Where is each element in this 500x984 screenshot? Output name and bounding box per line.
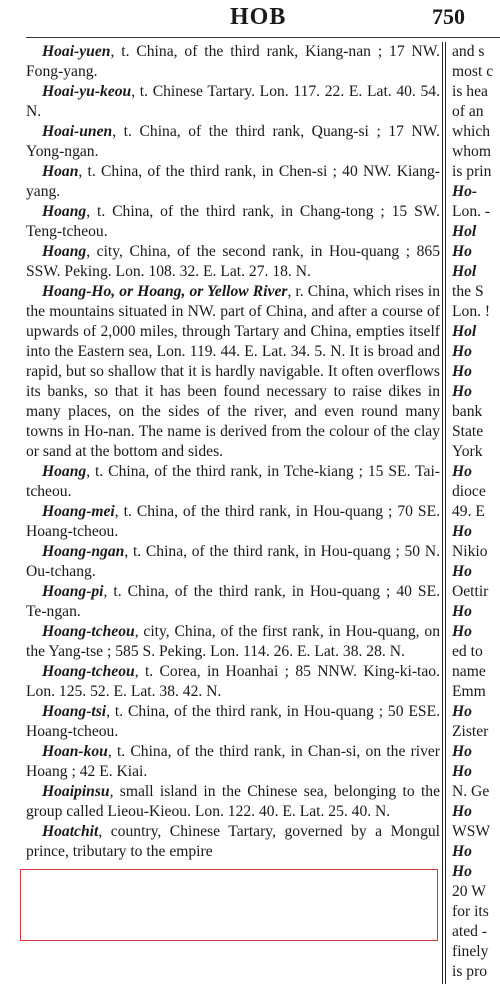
right-column-line: Ho [452,523,472,540]
right-column-line: Ho [452,603,472,620]
right-column-line: Ho [452,363,472,380]
right-column-line: Ho [452,863,472,880]
right-column-line: and s [452,43,485,60]
right-column-line: ated - [452,923,488,940]
right-column-line: N. Ge [452,783,490,800]
entry-term: Hoai-yu-keou [42,83,132,100]
entry-term: Hoaipinsu [42,783,110,800]
entry-text: , t. China, of the third rank, in Hou-quang ; 40 SE. Te-ngan. [26,583,440,620]
right-column-line: bank [452,403,483,420]
right-column-line: Ho [452,563,472,580]
entry-text: , t. China, of the third rank, in Hou-quang ; 50 ESE. Hoang-tcheou. [26,703,440,740]
right-column-line: Ho [452,623,472,640]
right-column-line: of an [452,103,484,120]
entry-term: Hoang [42,243,87,260]
right-column-line: Ho [452,703,472,720]
right-column-line: is hea [452,83,488,100]
gazetteer-entry [26,462,440,502]
right-column-line: is pro [452,963,488,980]
entry-term: Hoatchit [42,823,99,840]
entry-term: Hoai-unen [42,123,113,140]
gazetteer-entry [26,162,440,202]
entry-term: Hoang-Ho, or Hoang, or Yellow River [42,283,288,300]
right-column-line: Hol [452,263,477,280]
right-column-line: is prin [452,163,492,180]
column-divider [445,42,446,984]
gazetteer-entry [26,42,440,82]
gazetteer-entry [26,122,440,162]
right-column-line: Ho [452,743,472,760]
page-header [0,0,500,36]
entry-text: , t. China, of the third rank, in Tche-kiang ; 15 SE. Tai-tcheou. [26,463,440,500]
entry-text: , t. China, of the third rank, in Hou-quang ; 70 SE. Hoang-tcheou. [26,503,440,540]
right-column-line: Oettir [452,583,489,600]
right-column-line: 20 W [452,883,486,900]
right-column-line: Hol [452,323,477,340]
entry-term: Hoan-kou [42,743,108,760]
entry-term: Hoai-yuen [42,43,111,60]
right-column-line: WSW [452,823,491,840]
gazetteer-entry [26,202,440,242]
entry-text: , country, Chinese Tartary, governed by a Mongul prince, tributary to the empire [26,823,440,860]
entry-term: Hoang-mei [42,503,115,520]
right-column-line: dioce [452,483,486,500]
right-column-line: name [452,663,486,680]
entry-term: Hoang [42,463,87,480]
right-column-line: Ho [452,763,472,780]
entry-term: Hoang-tsi [42,703,107,720]
gazetteer-entry [26,282,440,462]
entry-text: , t. China, of the third rank, in Chan-si, on the river Hoang ; 42 E. Kiai. [26,743,440,780]
right-column-line: Ho [452,383,472,400]
entry-text: , t. China, of the third rank, Kiang-nan ; 17 NW. Fong-yang. [26,43,440,80]
gazetteer-entry [26,742,440,782]
entry-text: , t. China, of the third rank, in Chen-si ; 40 NW. Kiang-yang. [26,163,440,200]
gazetteer-entry [26,662,440,702]
entry-text: , t. Corea, in Hoanhai ; 85 NNW. King-ki-tao. Lon. 125. 52. E. Lat. 38. 42. N. [26,663,440,700]
gazetteer-entry [26,242,440,282]
entry-text: , t. China, of the third rank, in Hou-quang ; 50 N. Ou-tchang. [26,543,440,580]
gazetteer-entry [26,822,440,862]
right-column-line: Ho [452,243,472,260]
right-column-line: Ho- [452,183,478,200]
right-column-line: Hol [452,223,477,240]
entry-text: , city, China, of the first rank, in Hou-quang, on the Yang-tse ; 585 S. Peking. Lon. 114. 26. E. Lat. 38. 28. N. [26,623,440,660]
right-column-line: Zister [452,723,489,740]
gazetteer-entry [26,82,440,122]
page-number: 750 [432,4,465,29]
entry-term: Hoang-tcheou [42,623,135,640]
right-column-line: most c [452,63,494,80]
right-column [452,42,500,982]
gazetteer-entry [26,702,440,742]
left-column [26,42,440,862]
right-column-line: Lon. ! [452,303,491,320]
right-column-line: Ho [452,843,472,860]
right-column-line: whom [452,143,491,160]
right-column-line: Lon. - [452,203,491,220]
right-column-line: York [452,443,483,460]
running-head: HOB [230,4,287,30]
gazetteer-entry-highlighted [26,782,440,822]
entry-term: Hoang-pi [42,583,104,600]
right-column-line: the S [452,283,484,300]
right-column-line: 49. E [452,503,485,520]
right-column-line: finely [452,943,489,960]
right-column-line: Ho [452,343,472,360]
right-column-line: ed to [452,643,483,660]
entry-term: Hoang [42,203,87,220]
highlight-box [20,869,438,941]
right-column-line: Ho [452,803,472,820]
entry-text: , r. China, which rises in the mountains situated in NW. part of China, and after a course of upwards of 2,000 miles, through Tartary and China, empties itself into the Eastern sea, Lon. 119. 44. E. Lat. 34. 5. N. It is broad and rapid, but so shallow that it is hardly navigable. It often overflows its banks, so that it has been found necessary to raise dikes in many places, on the sides of the river, and even round many towns in Ho-nan. The name is derived from the colour of the clay or sand at the bottom and sides. [26,283,440,460]
entry-text: , city, China, of the second rank, in Hou-quang ; 865 SSW. Peking. Lon. 108. 32. E. Lat. 27. 18. N. [26,243,440,280]
right-column-line: which [452,123,491,140]
right-column-line: Nikio [452,543,488,560]
gazetteer-entry [26,502,440,542]
column-divider [442,42,443,984]
entry-term: Hoang-ngan [42,543,125,560]
gazetteer-entry [26,622,440,662]
right-column-line: State [452,423,484,440]
header-rule [26,37,500,38]
entry-text: , t. China, of the third rank, in Chang-tong ; 15 SW. Teng-tcheou. [26,203,440,240]
gazetteer-entry [26,582,440,622]
right-column-line: Ho [452,463,472,480]
entry-text: , t. China, of the third rank, Quang-si ; 17 NW. Yong-ngan. [26,123,440,160]
entry-text: , t. Chinese Tartary. Lon. 117. 22. E. Lat. 40. 54. N. [26,83,440,120]
entry-term: Hoan [42,163,79,180]
entry-text: , small island in the Chinese sea, belonging to the group called Lieou-Kieou. Lon. 122. 40. E. Lat. 25. 40. N. [26,783,440,820]
entry-term: Hoang-tcheou [42,663,135,680]
right-column-line: for its [452,903,489,920]
right-column-line: Emm [452,683,486,700]
gazetteer-entry [26,542,440,582]
